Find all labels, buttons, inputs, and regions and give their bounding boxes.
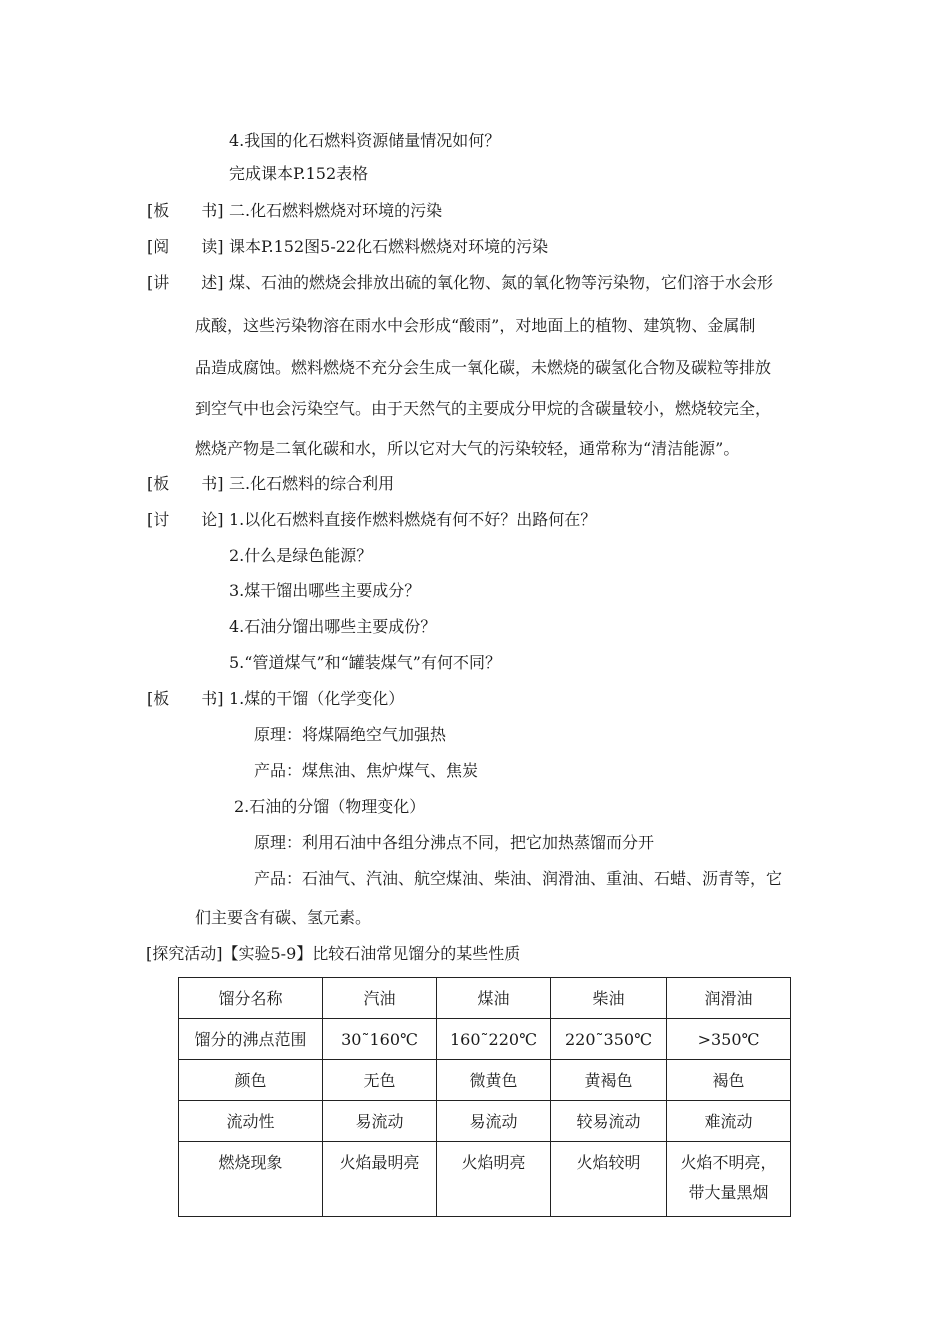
board-heading-3: [147, 473, 394, 495]
table-cell: 易流动: [323, 1101, 437, 1142]
activity-heading: [探究活动]【实验5-9】比较石油常见馏分的某些性质: [146, 944, 521, 963]
discussion-q2: 2.什么是绿色能源？: [229, 546, 373, 565]
table-row: [179, 1101, 791, 1142]
discussion-q3: 3.煤干馏出哪些主要成分？: [229, 581, 421, 600]
table-cell: 燃烧现象: [179, 1142, 323, 1217]
table-cell: >350℃: [667, 1019, 791, 1060]
section-text: 课本P.152图5-22化石燃料燃烧对环境的污染: [229, 237, 549, 256]
reading-note: [147, 236, 548, 258]
table-cell: [667, 1142, 791, 1217]
table-cell: 较易流动: [551, 1101, 667, 1142]
board-heading-2: [147, 200, 442, 222]
discussion-text: 1.以化石燃料直接作燃料燃烧有何不好？出路何在？: [229, 510, 597, 529]
section-tag: [讲 述]: [147, 273, 224, 292]
table-cell: 火焰较明: [551, 1142, 667, 1217]
table-cell: 柴油: [551, 978, 667, 1019]
table-cell: 汽油: [323, 978, 437, 1019]
lecture-text: 煤、石油的燃烧会排放出硫的氧化物、氮的氧化物等污染物，它们溶于水会形: [229, 273, 774, 292]
table-cell: 馏分的沸点范围: [179, 1019, 323, 1060]
lecture-line-1: [147, 272, 773, 294]
coal-principle: 原理：将煤隔绝空气加强热: [254, 725, 447, 744]
cell-line: 带大量黑烟: [688, 1183, 769, 1202]
table-cell: 煤油: [437, 978, 551, 1019]
table-cell: 火焰明亮: [437, 1142, 551, 1217]
table-cell: 220˜350℃: [551, 1019, 667, 1060]
table-cell: 30˜160℃: [323, 1019, 437, 1060]
table-cell: 馏分名称: [179, 978, 323, 1019]
section-tag: [板 书]: [147, 689, 224, 708]
fraction-properties-table: [178, 977, 791, 1217]
section-text: 1.煤的干馏（化学变化）: [229, 689, 405, 708]
table-cell: 流动性: [179, 1101, 323, 1142]
table-cell: 难流动: [667, 1101, 791, 1142]
table-row: [179, 1019, 791, 1060]
section-text: 二.化石燃料燃烧对环境的污染: [229, 201, 443, 220]
cell-line: 火焰不明亮，: [680, 1153, 777, 1172]
table-cell: 润滑油: [667, 978, 791, 1019]
lecture-line-3: 品造成腐蚀。燃料燃烧不充分会生成一氧化碳，未燃烧的碳氢化合物及碳粒等排放: [195, 358, 772, 377]
table-cell: 颜色: [179, 1060, 323, 1101]
table-cell: 微黄色: [437, 1060, 551, 1101]
lecture-line-2: 成酸，这些污染物溶在雨水中会形成“酸雨”，对地面上的植物、建筑物、金属制: [195, 316, 756, 335]
table-row: [179, 1060, 791, 1101]
lecture-line-4: 到空气中也会污染空气。由于天然气的主要成分甲烷的含碳量较小，燃烧较完全，: [195, 399, 772, 418]
table-cell: 褐色: [667, 1060, 791, 1101]
oil-principle: 原理：利用石油中各组分沸点不同，把它加热蒸馏而分开: [254, 833, 655, 852]
complete-table-note: 完成课本P.152表格: [229, 164, 369, 183]
table-cell: 160˜220℃: [437, 1019, 551, 1060]
coal-distillation-title: [147, 688, 404, 710]
discussion-q5: 5.“管道煤气”和“罐装煤气”有何不同？: [229, 653, 501, 672]
table-row: [179, 978, 791, 1019]
section-tag: [讨 论]: [147, 510, 224, 529]
discussion-q4: 4.石油分馏出哪些主要成份？: [229, 617, 437, 636]
oil-products-1: 产品：石油气、汽油、航空煤油、柴油、润滑油、重油、石蜡、沥青等，它: [254, 869, 783, 888]
section-text: 三.化石燃料的综合利用: [229, 474, 395, 493]
table-cell: 黄褐色: [551, 1060, 667, 1101]
table-cell: 火焰最明亮: [323, 1142, 437, 1217]
oil-products-2: 们主要含有碳、氢元素。: [195, 908, 372, 927]
coal-products: 产品：煤焦油、焦炉煤气、焦炭: [254, 761, 479, 780]
section-tag: [阅 读]: [147, 237, 224, 256]
discussion-q1: [147, 509, 596, 531]
section-tag: [板 书]: [147, 474, 224, 493]
section-tag: [板 书]: [147, 201, 224, 220]
table-row: [179, 1142, 791, 1217]
lecture-line-5: 燃烧产物是二氧化碳和水，所以它对大气的污染较轻，通常称为“清洁能源”。: [195, 439, 740, 458]
oil-distillation-title: 2.石油的分馏（物理变化）: [234, 797, 426, 816]
table-cell: 无色: [323, 1060, 437, 1101]
question-4: 4.我国的化石燃料资源储量情况如何？: [229, 131, 501, 150]
table-cell: 易流动: [437, 1101, 551, 1142]
